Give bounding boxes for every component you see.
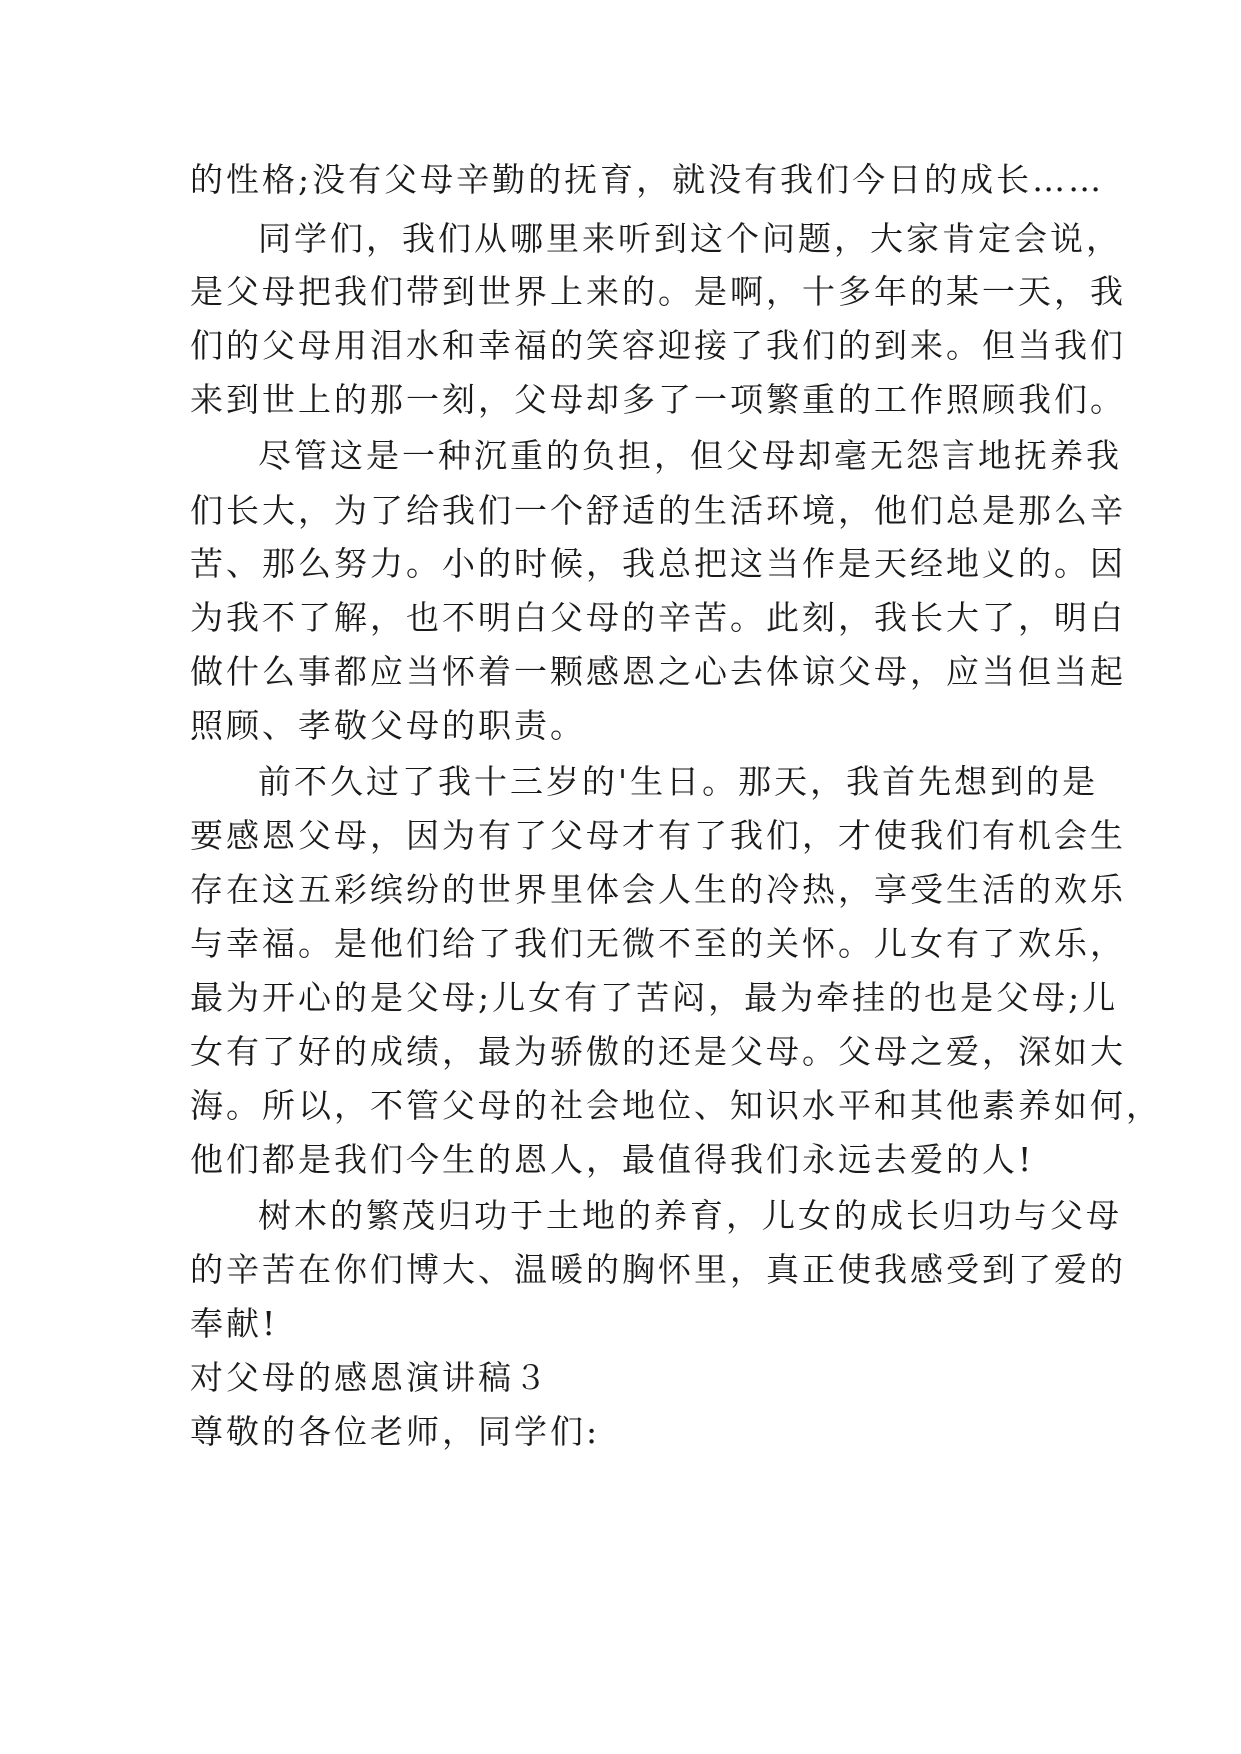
text-line: 的性格;没有父母辛勤的抚育，就没有我们今日的成长…… <box>190 160 1105 199</box>
text-line: 女有了好的成绩，最为骄傲的还是父母。父母之爱，深如大 <box>190 1032 1126 1071</box>
paragraph-start-line: 尽管这是一种沉重的负担，但父母却毫无怨言地抚养我 <box>258 436 1122 475</box>
text-line: 做什么事都应当怀着一颗感恩之心去体谅父母，应当但当起 <box>190 652 1126 691</box>
section-heading: 对父母的感恩演讲稿３ <box>190 1358 550 1397</box>
text-line: 他们都是我们今生的恩人，最值得我们永远去爱的人! <box>190 1140 1035 1179</box>
paragraph-start-line: 同学们，我们从哪里来听到这个问题，大家肯定会说， <box>258 219 1122 258</box>
text-line: 为我不了解，也不明白父母的辛苦。此刻，我长大了，明白 <box>190 598 1126 637</box>
text-line: 们长大，为了给我们一个舒适的生活环境，他们总是那么辛 <box>190 491 1126 530</box>
text-line: 苦、那么努力。小的时候，我总把这当作是天经地义的。因 <box>190 544 1126 583</box>
text-line: 来到世上的那一刻，父母却多了一项繁重的工作照顾我们。 <box>190 380 1126 419</box>
text-line: 要感恩父母，因为有了父母才有了我们，才使我们有机会生 <box>190 816 1126 855</box>
text-line: 存在这五彩缤纷的世界里体会人生的冷热，享受生活的欢乐 <box>190 870 1126 909</box>
text-line: 们的父母用泪水和幸福的笑容迎接了我们的到来。但当我们 <box>190 326 1126 365</box>
salutation: 尊敬的各位老师，同学们: <box>190 1412 601 1451</box>
text-line: 最为开心的是父母;儿女有了苦闷，最为牵挂的也是父母;儿 <box>190 978 1119 1017</box>
paragraph-start-line: 树木的繁茂归功于土地的养育，儿女的成长归功与父母 <box>258 1196 1122 1235</box>
text-line: 照顾、孝敬父母的职责。 <box>190 706 586 745</box>
text-line: 与幸福。是他们给了我们无微不至的关怀。儿女有了欢乐， <box>190 924 1126 963</box>
text-line: 海。所以，不管父母的社会地位、知识水平和其他素养如何， <box>190 1086 1162 1125</box>
text-line: 奉献! <box>190 1304 279 1343</box>
text-line: 是父母把我们带到世界上来的。是啊，十多年的某一天，我 <box>190 272 1126 311</box>
text-line: 的辛苦在你们博大、温暖的胸怀里，真正使我感受到了爱的 <box>190 1250 1126 1289</box>
paragraph-start-line: 前不久过了我十三岁的'生日。那天，我首先想到的是 <box>258 762 1099 801</box>
